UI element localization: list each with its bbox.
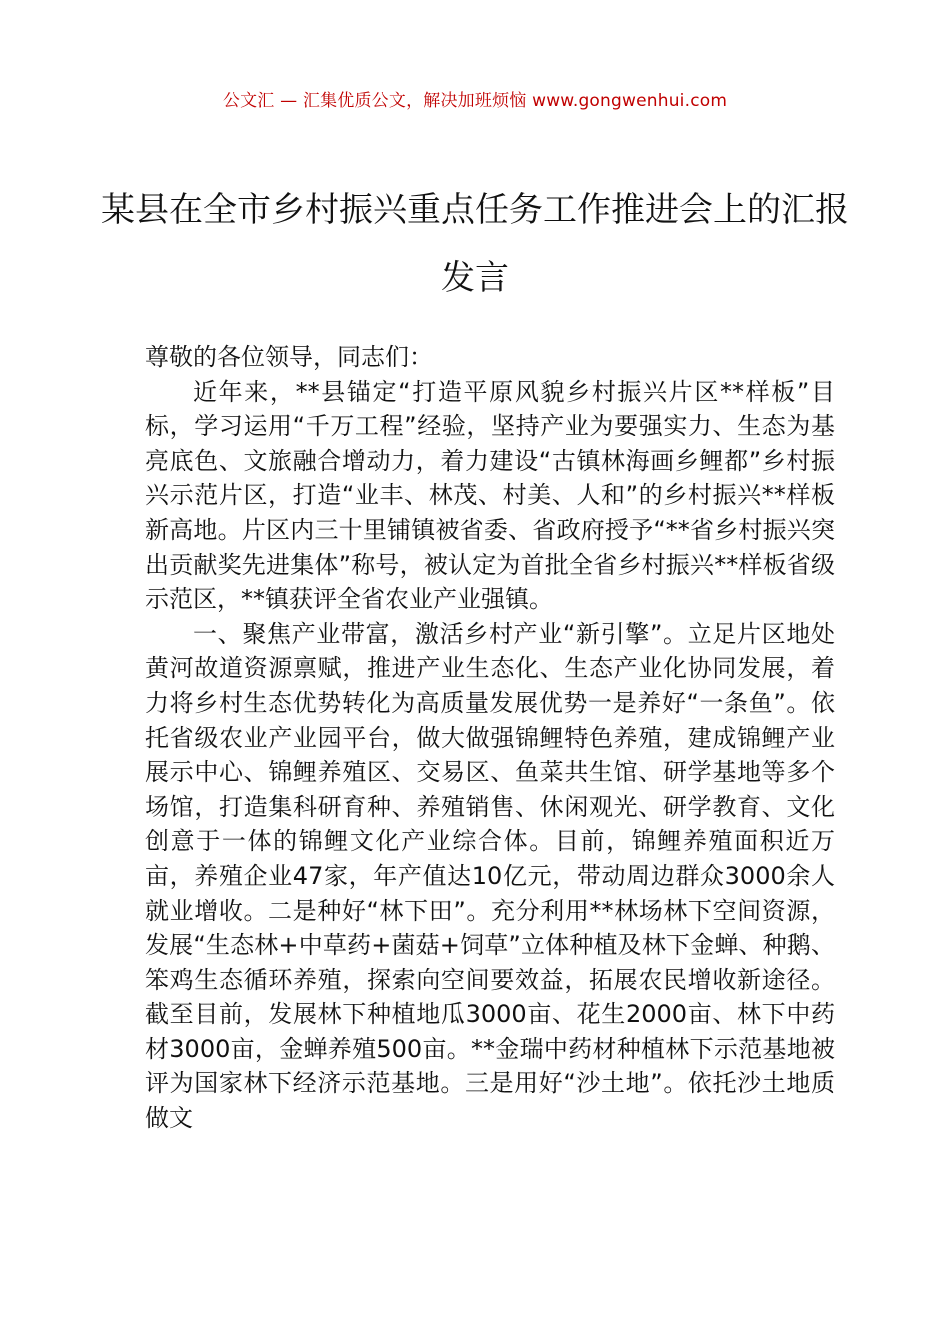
salutation: 尊敬的各位领导，同志们： <box>145 343 433 371</box>
paragraph-intro: 近年来，**县锚定“打造平原风貌乡村振兴片区**样板”目标，学习运用“千万工程”经验，坚持产业为要强实力、生态为基亮底色、文旅融合增动力，着力建设“古镇林海画乡鲤都”乡村振兴示范片区，打造“业丰、林茂、村美、人和”的乡村振兴**样板新高地。片区内三十里铺镇被省委、省政府授予“**省乡村振兴突出贡献奖先进集体”称号，被认定为首批全省乡村振兴**样板省级示范区，**镇获评全省农业产业强镇。 <box>145 377 835 614</box>
paragraph-section-one: 一、聚焦产业带富，激活乡村产业“新引擎”。立足片区地处黄河故道资源禀赋，推进产业生态化、生态产业化协同发展，着力将乡村生态优势转化为高质量发展优势一是养好“一条鱼”。依托省级农业产业园平台，做大做强锦鲤特色养殖，建成锦鲤产业展示中心、锦鲤养殖区、交易区、鱼菜共生馆、研学基地等多个场馆，打造集科研育种、养殖销售、休闲观光、研学教育、文化创意于一体的锦鲤文化产业综合体。目前，锦鲤养殖面积近万亩，养殖企业47家，年产值达10亿元，带动周边群众3000余人就业增收。二是种好“林下田”。充分利用**林场林下空间资源，发展“生态林+中草药+菌菇+饲草”立体种植及林下金蝉、种鹅、笨鸡生态循环养殖，探索向空间要效益，拓展农民增收新途径。截至目前，发展林下种植地瓜3000亩、花生2000亩、林下中药材3000亩，金蝉养殖500亩。**金瑞中药材种植林下示范基地被评为国家林下经济示范基地。三是用好“沙土地”。依托沙土地质做文 <box>145 619 835 1133</box>
document-title: 某县在全市乡村振兴重点任务工作推进会上的汇报发言 <box>101 190 849 298</box>
site-header-banner: 公文汇 — 汇集优质公文，解决加班烦恼 www.gongwenhui.com <box>222 91 728 111</box>
document-body <box>145 340 835 1136</box>
